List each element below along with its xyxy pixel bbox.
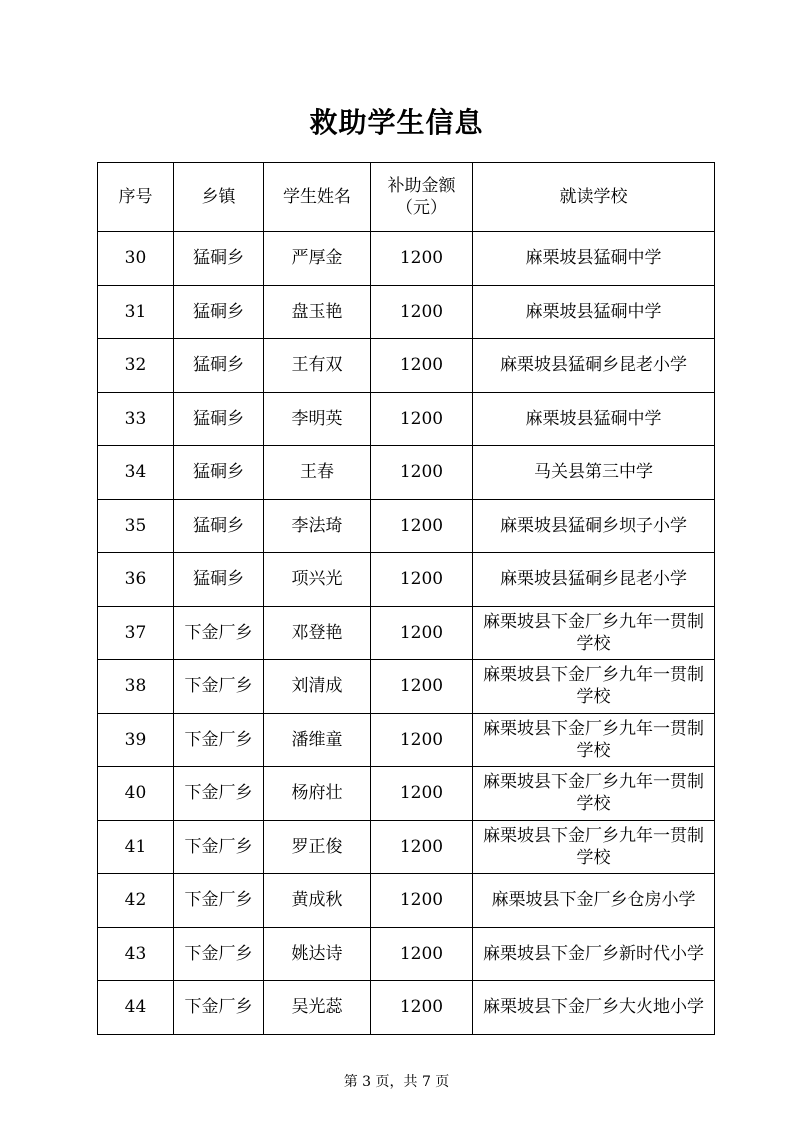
header-student-name: 学生姓名 [264,163,371,232]
cell-school: 麻栗坡县下金厂乡新时代小学 [473,927,715,981]
cell-student-name: 项兴光 [264,553,371,607]
cell-index: 40 [98,767,174,821]
cell-amount: 1200 [371,285,473,339]
table-row [98,713,715,767]
cell-amount: 1200 [371,446,473,500]
table-row [98,927,715,981]
table-row [98,285,715,339]
cell-school: 麻栗坡县下金厂乡九年一贯制学校 [473,820,715,874]
cell-student-name: 吴光蕊 [264,981,371,1035]
cell-index: 36 [98,553,174,607]
table-row [98,446,715,500]
table-row [98,339,715,393]
cell-student-name: 李明英 [264,392,371,446]
cell-school: 麻栗坡县下金厂乡九年一贯制学校 [473,606,715,660]
table-row [98,981,715,1035]
cell-amount: 1200 [371,392,473,446]
cell-student-name: 潘维童 [264,713,371,767]
cell-index: 37 [98,606,174,660]
cell-school: 麻栗坡县猛硐乡坝子小学 [473,499,715,553]
cell-school: 麻栗坡县猛硐中学 [473,392,715,446]
page-number-footer: 第 3 页，共 7 页 [343,1074,450,1090]
cell-index: 43 [98,927,174,981]
cell-school: 麻栗坡县猛硐中学 [473,285,715,339]
cell-student-name: 王有双 [264,339,371,393]
header-school: 就读学校 [473,163,715,232]
table-body [98,232,715,1035]
cell-school: 麻栗坡县猛硐中学 [473,232,715,286]
cell-township: 下金厂乡 [174,820,264,874]
cell-township: 猛硐乡 [174,446,264,500]
cell-student-name: 刘清成 [264,660,371,714]
cell-school: 麻栗坡县猛硐乡昆老小学 [473,553,715,607]
cell-student-name: 严厚金 [264,232,371,286]
cell-amount: 1200 [371,713,473,767]
cell-student-name: 盘玉艳 [264,285,371,339]
cell-index: 41 [98,820,174,874]
cell-township: 猛硐乡 [174,553,264,607]
cell-index: 38 [98,660,174,714]
cell-township: 猛硐乡 [174,339,264,393]
cell-township: 下金厂乡 [174,713,264,767]
cell-student-name: 罗正俊 [264,820,371,874]
page-title: 救助学生信息 [309,106,484,139]
header-row [98,163,715,232]
cell-amount: 1200 [371,339,473,393]
cell-school: 麻栗坡县下金厂乡九年一贯制学校 [473,713,715,767]
cell-amount: 1200 [371,981,473,1035]
cell-school: 麻栗坡县下金厂乡仓房小学 [473,874,715,928]
cell-index: 42 [98,874,174,928]
cell-amount: 1200 [371,553,473,607]
cell-amount: 1200 [371,606,473,660]
cell-school: 麻栗坡县下金厂乡九年一贯制学校 [473,660,715,714]
table-row [98,874,715,928]
cell-student-name: 王春 [264,446,371,500]
cell-student-name: 杨府壮 [264,767,371,821]
cell-index: 30 [98,232,174,286]
cell-index: 35 [98,499,174,553]
cell-amount: 1200 [371,767,473,821]
cell-student-name: 李法琦 [264,499,371,553]
cell-index: 32 [98,339,174,393]
cell-index: 44 [98,981,174,1035]
cell-township: 下金厂乡 [174,927,264,981]
cell-amount: 1200 [371,927,473,981]
table-row [98,606,715,660]
cell-index: 39 [98,713,174,767]
header-township: 乡镇 [174,163,264,232]
table-row [98,392,715,446]
cell-amount: 1200 [371,660,473,714]
cell-school: 麻栗坡县下金厂乡大火地小学 [473,981,715,1035]
cell-township: 猛硐乡 [174,392,264,446]
cell-township: 下金厂乡 [174,606,264,660]
header-amount: 补助金额（元） [371,163,473,232]
table-row [98,660,715,714]
cell-township: 下金厂乡 [174,874,264,928]
cell-index: 34 [98,446,174,500]
table-row [98,553,715,607]
cell-township: 下金厂乡 [174,981,264,1035]
cell-student-name: 邓登艳 [264,606,371,660]
cell-amount: 1200 [371,820,473,874]
cell-school: 马关县第三中学 [473,446,715,500]
cell-index: 33 [98,392,174,446]
table-row [98,767,715,821]
table-row [98,499,715,553]
cell-index: 31 [98,285,174,339]
cell-school: 麻栗坡县下金厂乡九年一贯制学校 [473,767,715,821]
table-row [98,820,715,874]
cell-amount: 1200 [371,499,473,553]
student-aid-table [97,162,715,1035]
cell-school: 麻栗坡县猛硐乡昆老小学 [473,339,715,393]
header-index: 序号 [98,163,174,232]
table-row [98,232,715,286]
cell-township: 猛硐乡 [174,285,264,339]
cell-amount: 1200 [371,232,473,286]
cell-student-name: 黄成秋 [264,874,371,928]
cell-township: 下金厂乡 [174,767,264,821]
cell-student-name: 姚达诗 [264,927,371,981]
table-header [98,163,715,232]
cell-amount: 1200 [371,874,473,928]
cell-township: 猛硐乡 [174,232,264,286]
cell-township: 下金厂乡 [174,660,264,714]
cell-township: 猛硐乡 [174,499,264,553]
